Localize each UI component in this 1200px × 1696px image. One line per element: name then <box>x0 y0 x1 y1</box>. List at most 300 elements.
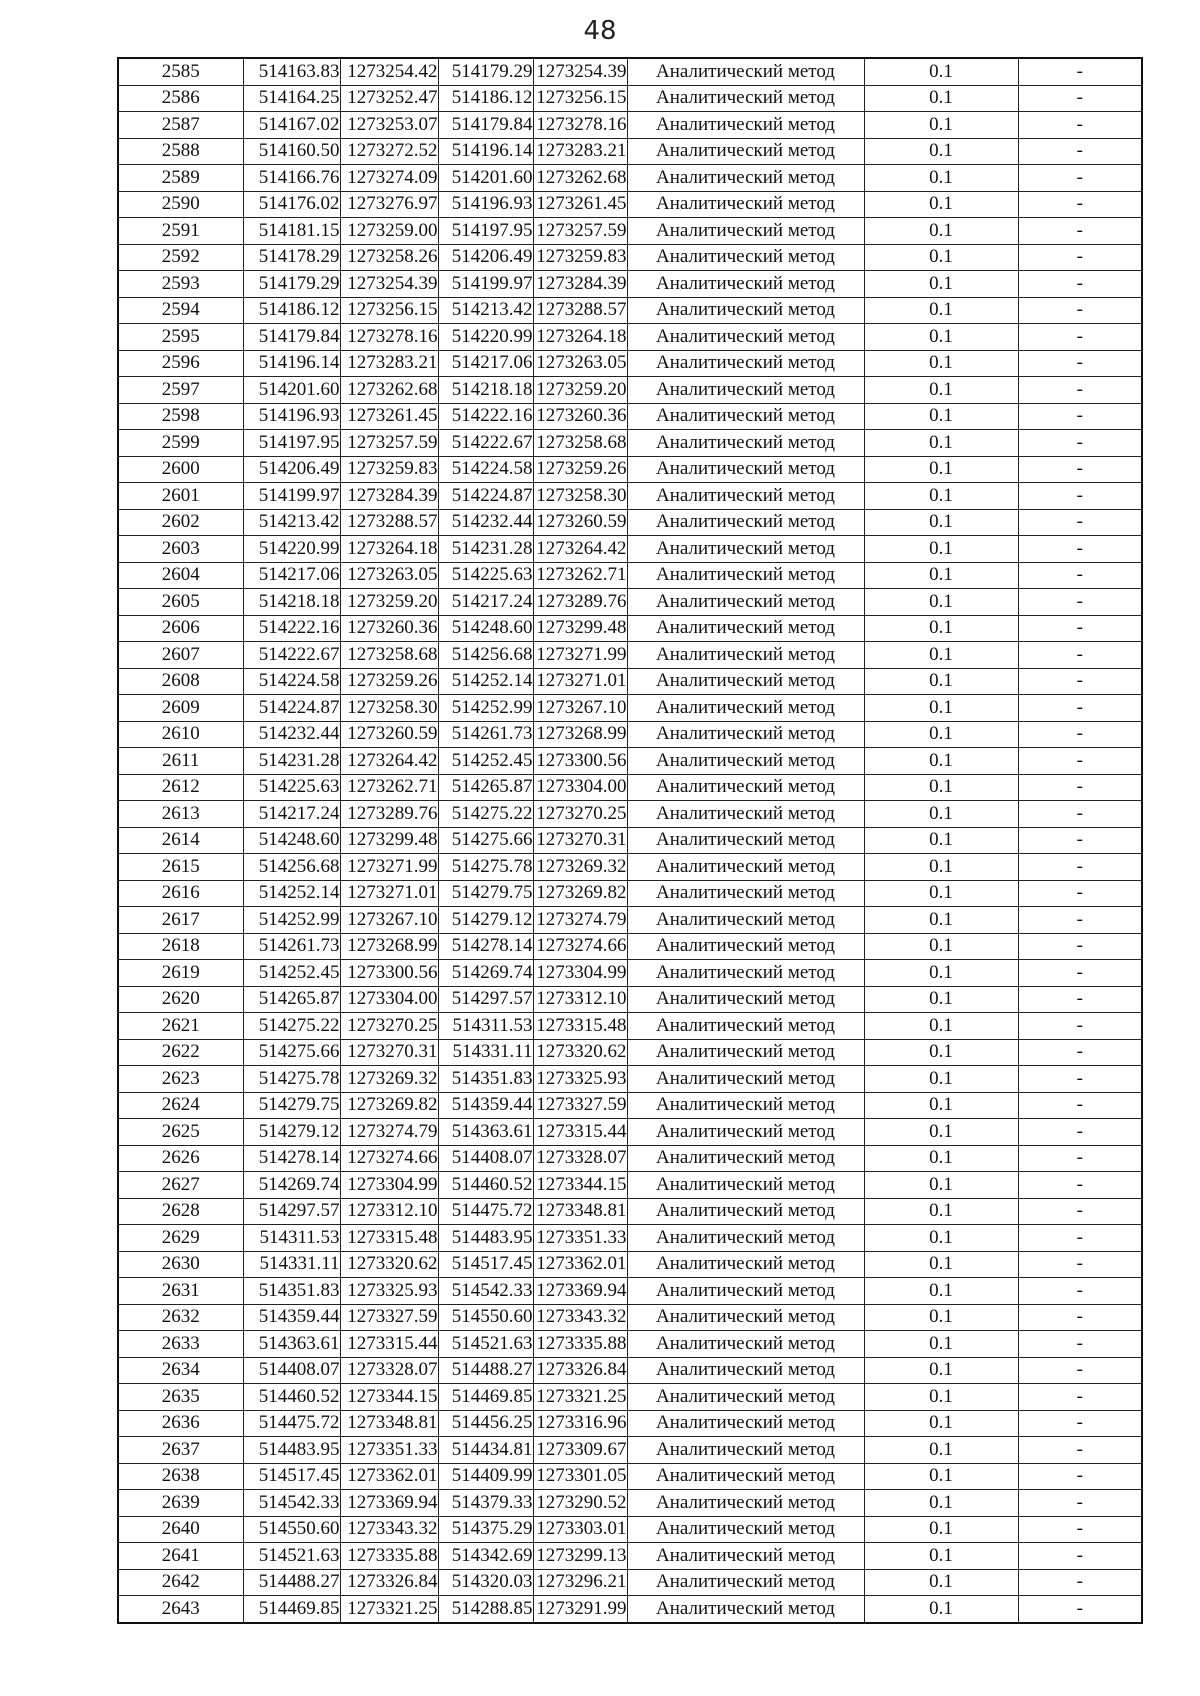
table-row <box>118 960 1142 987</box>
y1-value: 1273315.48 <box>340 1225 438 1252</box>
accuracy-cell: 0.1 <box>864 1596 1018 1623</box>
x1-value: 514550.60 <box>243 1516 340 1543</box>
point-number: 2605 <box>118 589 243 616</box>
point-number: 2604 <box>118 562 243 589</box>
table-row <box>118 1331 1142 1358</box>
x1-value: 514201.60 <box>243 377 340 404</box>
table-row <box>118 1437 1142 1464</box>
y2-value: 1273256.15 <box>533 85 627 112</box>
x2-value: 514224.87 <box>438 483 533 510</box>
accuracy-cell: 0.1 <box>864 1516 1018 1543</box>
y1-value: 1273320.62 <box>340 1251 438 1278</box>
note-cell: - <box>1018 642 1142 669</box>
x2-value: 514275.66 <box>438 827 533 854</box>
method-cell: Аналитический метод <box>627 509 864 536</box>
point-number: 2643 <box>118 1596 243 1623</box>
note-cell: - <box>1018 1251 1142 1278</box>
point-number: 2618 <box>118 933 243 960</box>
y2-value: 1273326.84 <box>533 1357 627 1384</box>
x1-value: 514275.22 <box>243 1013 340 1040</box>
accuracy-cell: 0.1 <box>864 1225 1018 1252</box>
y2-value: 1273315.44 <box>533 1119 627 1146</box>
x1-value: 514186.12 <box>243 297 340 324</box>
accuracy-cell: 0.1 <box>864 1331 1018 1358</box>
x1-value: 514163.83 <box>243 58 340 85</box>
note-cell: - <box>1018 509 1142 536</box>
note-cell: - <box>1018 536 1142 563</box>
y2-value: 1273254.39 <box>533 58 627 85</box>
accuracy-cell: 0.1 <box>864 191 1018 218</box>
point-number: 2586 <box>118 85 243 112</box>
x1-value: 514278.14 <box>243 1145 340 1172</box>
point-number: 2632 <box>118 1304 243 1331</box>
point-number: 2612 <box>118 774 243 801</box>
x1-value: 514252.45 <box>243 960 340 987</box>
method-cell: Аналитический метод <box>627 933 864 960</box>
y1-value: 1273270.25 <box>340 1013 438 1040</box>
table-row <box>118 1039 1142 1066</box>
x2-value: 514261.73 <box>438 721 533 748</box>
note-cell: - <box>1018 562 1142 589</box>
method-cell: Аналитический метод <box>627 191 864 218</box>
note-cell: - <box>1018 1437 1142 1464</box>
y2-value: 1273270.25 <box>533 801 627 828</box>
method-cell: Аналитический метод <box>627 562 864 589</box>
point-number: 2611 <box>118 748 243 775</box>
y1-value: 1273369.94 <box>340 1490 438 1517</box>
y1-value: 1273312.10 <box>340 1198 438 1225</box>
y2-value: 1273315.48 <box>533 1013 627 1040</box>
table-row <box>118 1066 1142 1093</box>
y1-value: 1273335.88 <box>340 1543 438 1570</box>
x2-value: 514224.58 <box>438 456 533 483</box>
table-row <box>118 85 1142 112</box>
y1-value: 1273274.09 <box>340 165 438 192</box>
coordinates-table <box>117 57 1143 1624</box>
method-cell: Аналитический метод <box>627 721 864 748</box>
page-number: 48 <box>583 16 617 46</box>
accuracy-cell: 0.1 <box>864 854 1018 881</box>
y2-value: 1273259.26 <box>533 456 627 483</box>
y2-value: 1273299.13 <box>533 1543 627 1570</box>
method-cell: Аналитический метод <box>627 774 864 801</box>
table-row <box>118 933 1142 960</box>
coordinates-table-body <box>118 58 1142 1623</box>
y2-value: 1273290.52 <box>533 1490 627 1517</box>
note-cell: - <box>1018 827 1142 854</box>
method-cell: Аналитический метод <box>627 244 864 271</box>
note-cell: - <box>1018 218 1142 245</box>
method-cell: Аналитический метод <box>627 1039 864 1066</box>
note-cell: - <box>1018 324 1142 351</box>
note-cell: - <box>1018 880 1142 907</box>
note-cell: - <box>1018 271 1142 298</box>
y1-value: 1273272.52 <box>340 138 438 165</box>
note-cell: - <box>1018 774 1142 801</box>
note-cell: - <box>1018 854 1142 881</box>
point-number: 2641 <box>118 1543 243 1570</box>
table-row <box>118 244 1142 271</box>
note-cell: - <box>1018 1543 1142 1570</box>
table-row <box>118 907 1142 934</box>
accuracy-cell: 0.1 <box>864 668 1018 695</box>
x2-value: 514248.60 <box>438 615 533 642</box>
x2-value: 514311.53 <box>438 1013 533 1040</box>
y1-value: 1273283.21 <box>340 350 438 377</box>
table-row <box>118 509 1142 536</box>
x1-value: 514181.15 <box>243 218 340 245</box>
x1-value: 514351.83 <box>243 1278 340 1305</box>
method-cell: Аналитический метод <box>627 986 864 1013</box>
y1-value: 1273327.59 <box>340 1304 438 1331</box>
accuracy-cell: 0.1 <box>864 1569 1018 1596</box>
y1-value: 1273257.59 <box>340 430 438 457</box>
method-cell: Аналитический метод <box>627 907 864 934</box>
note-cell: - <box>1018 1013 1142 1040</box>
table-row <box>118 562 1142 589</box>
x2-value: 514488.27 <box>438 1357 533 1384</box>
point-number: 2622 <box>118 1039 243 1066</box>
method-cell: Аналитический метод <box>627 615 864 642</box>
y2-value: 1273274.79 <box>533 907 627 934</box>
accuracy-cell: 0.1 <box>864 536 1018 563</box>
table-row <box>118 1119 1142 1146</box>
table-row <box>118 1145 1142 1172</box>
y1-value: 1273289.76 <box>340 801 438 828</box>
y1-value: 1273276.97 <box>340 191 438 218</box>
table-row <box>118 1013 1142 1040</box>
y1-value: 1273328.07 <box>340 1357 438 1384</box>
y1-value: 1273325.93 <box>340 1278 438 1305</box>
y1-value: 1273271.01 <box>340 880 438 907</box>
x1-value: 514160.50 <box>243 138 340 165</box>
point-number: 2630 <box>118 1251 243 1278</box>
point-number: 2595 <box>118 324 243 351</box>
x2-value: 514275.22 <box>438 801 533 828</box>
method-cell: Аналитический метод <box>627 1092 864 1119</box>
table-row <box>118 297 1142 324</box>
y2-value: 1273260.36 <box>533 403 627 430</box>
x2-value: 514434.81 <box>438 1437 533 1464</box>
x2-value: 514197.95 <box>438 218 533 245</box>
x2-value: 514222.16 <box>438 403 533 430</box>
note-cell: - <box>1018 615 1142 642</box>
point-number: 2615 <box>118 854 243 881</box>
accuracy-cell: 0.1 <box>864 403 1018 430</box>
x1-value: 514331.11 <box>243 1251 340 1278</box>
y2-value: 1273327.59 <box>533 1092 627 1119</box>
y1-value: 1273260.59 <box>340 721 438 748</box>
x1-value: 514222.67 <box>243 642 340 669</box>
accuracy-cell: 0.1 <box>864 615 1018 642</box>
method-cell: Аналитический метод <box>627 1384 864 1411</box>
x1-value: 514224.87 <box>243 695 340 722</box>
y1-value: 1273254.42 <box>340 58 438 85</box>
y2-value: 1273284.39 <box>533 271 627 298</box>
point-number: 2606 <box>118 615 243 642</box>
accuracy-cell: 0.1 <box>864 907 1018 934</box>
point-number: 2603 <box>118 536 243 563</box>
x2-value: 514231.28 <box>438 536 533 563</box>
method-cell: Аналитический метод <box>627 377 864 404</box>
table-row <box>118 986 1142 1013</box>
y1-value: 1273259.26 <box>340 668 438 695</box>
y1-value: 1273262.71 <box>340 774 438 801</box>
x1-value: 514164.25 <box>243 85 340 112</box>
x2-value: 514521.63 <box>438 1331 533 1358</box>
accuracy-cell: 0.1 <box>864 642 1018 669</box>
x1-value: 514179.84 <box>243 324 340 351</box>
y2-value: 1273300.56 <box>533 748 627 775</box>
x2-value: 514351.83 <box>438 1066 533 1093</box>
y2-value: 1273296.21 <box>533 1569 627 1596</box>
method-cell: Аналитический метод <box>627 1145 864 1172</box>
table-row <box>118 748 1142 775</box>
x2-value: 514225.63 <box>438 562 533 589</box>
table-row <box>118 615 1142 642</box>
x2-value: 514186.12 <box>438 85 533 112</box>
note-cell: - <box>1018 244 1142 271</box>
y1-value: 1273300.56 <box>340 960 438 987</box>
point-number: 2617 <box>118 907 243 934</box>
y1-value: 1273304.99 <box>340 1172 438 1199</box>
x2-value: 514363.61 <box>438 1119 533 1146</box>
y2-value: 1273316.96 <box>533 1410 627 1437</box>
y2-value: 1273259.83 <box>533 244 627 271</box>
accuracy-cell: 0.1 <box>864 1198 1018 1225</box>
note-cell: - <box>1018 1569 1142 1596</box>
y1-value: 1273288.57 <box>340 509 438 536</box>
note-cell: - <box>1018 430 1142 457</box>
method-cell: Аналитический метод <box>627 748 864 775</box>
note-cell: - <box>1018 191 1142 218</box>
point-number: 2626 <box>118 1145 243 1172</box>
method-cell: Аналитический метод <box>627 1569 864 1596</box>
y2-value: 1273289.76 <box>533 589 627 616</box>
method-cell: Аналитический метод <box>627 1410 864 1437</box>
y2-value: 1273362.01 <box>533 1251 627 1278</box>
accuracy-cell: 0.1 <box>864 1437 1018 1464</box>
table-row <box>118 403 1142 430</box>
y1-value: 1273268.99 <box>340 933 438 960</box>
accuracy-cell: 0.1 <box>864 112 1018 139</box>
x1-value: 514542.33 <box>243 1490 340 1517</box>
point-number: 2600 <box>118 456 243 483</box>
note-cell: - <box>1018 1119 1142 1146</box>
x2-value: 514269.74 <box>438 960 533 987</box>
x1-value: 514218.18 <box>243 589 340 616</box>
table-row <box>118 536 1142 563</box>
method-cell: Аналитический метод <box>627 85 864 112</box>
point-number: 2585 <box>118 58 243 85</box>
x1-value: 514225.63 <box>243 774 340 801</box>
note-cell: - <box>1018 1066 1142 1093</box>
note-cell: - <box>1018 1463 1142 1490</box>
x1-value: 514224.58 <box>243 668 340 695</box>
y1-value: 1273274.66 <box>340 1145 438 1172</box>
method-cell: Аналитический метод <box>627 403 864 430</box>
y2-value: 1273348.81 <box>533 1198 627 1225</box>
table-row <box>118 695 1142 722</box>
accuracy-cell: 0.1 <box>864 1013 1018 1040</box>
table-row <box>118 350 1142 377</box>
y2-value: 1273271.99 <box>533 642 627 669</box>
method-cell: Аналитический метод <box>627 218 864 245</box>
method-cell: Аналитический метод <box>627 1437 864 1464</box>
accuracy-cell: 0.1 <box>864 165 1018 192</box>
x1-value: 514197.95 <box>243 430 340 457</box>
method-cell: Аналитический метод <box>627 1543 864 1570</box>
method-cell: Аналитический метод <box>627 1198 864 1225</box>
point-number: 2624 <box>118 1092 243 1119</box>
table-row <box>118 1596 1142 1623</box>
point-number: 2638 <box>118 1463 243 1490</box>
x2-value: 514517.45 <box>438 1251 533 1278</box>
y1-value: 1273315.44 <box>340 1331 438 1358</box>
point-number: 2588 <box>118 138 243 165</box>
note-cell: - <box>1018 1092 1142 1119</box>
x1-value: 514231.28 <box>243 748 340 775</box>
accuracy-cell: 0.1 <box>864 1357 1018 1384</box>
table-row <box>118 456 1142 483</box>
x2-value: 514342.69 <box>438 1543 533 1570</box>
table-row <box>118 880 1142 907</box>
y1-value: 1273362.01 <box>340 1463 438 1490</box>
table-row <box>118 589 1142 616</box>
table-row <box>118 483 1142 510</box>
x1-value: 514297.57 <box>243 1198 340 1225</box>
y2-value: 1273343.32 <box>533 1304 627 1331</box>
x1-value: 514521.63 <box>243 1543 340 1570</box>
note-cell: - <box>1018 1225 1142 1252</box>
y1-value: 1273267.10 <box>340 907 438 934</box>
x1-value: 514265.87 <box>243 986 340 1013</box>
accuracy-cell: 0.1 <box>864 271 1018 298</box>
point-number: 2640 <box>118 1516 243 1543</box>
x2-value: 514288.85 <box>438 1596 533 1623</box>
x2-value: 514320.03 <box>438 1569 533 1596</box>
x1-value: 514206.49 <box>243 456 340 483</box>
table-row <box>118 138 1142 165</box>
method-cell: Аналитический метод <box>627 801 864 828</box>
table-row <box>118 1569 1142 1596</box>
note-cell: - <box>1018 1145 1142 1172</box>
note-cell: - <box>1018 1039 1142 1066</box>
accuracy-cell: 0.1 <box>864 1304 1018 1331</box>
method-cell: Аналитический метод <box>627 1304 864 1331</box>
y2-value: 1273369.94 <box>533 1278 627 1305</box>
method-cell: Аналитический метод <box>627 324 864 351</box>
point-number: 2593 <box>118 271 243 298</box>
note-cell: - <box>1018 1410 1142 1437</box>
method-cell: Аналитический метод <box>627 589 864 616</box>
accuracy-cell: 0.1 <box>864 960 1018 987</box>
x2-value: 514252.45 <box>438 748 533 775</box>
point-number: 2635 <box>118 1384 243 1411</box>
note-cell: - <box>1018 1304 1142 1331</box>
y2-value: 1273283.21 <box>533 138 627 165</box>
y2-value: 1273328.07 <box>533 1145 627 1172</box>
y1-value: 1273259.00 <box>340 218 438 245</box>
x1-value: 514261.73 <box>243 933 340 960</box>
point-number: 2598 <box>118 403 243 430</box>
point-number: 2594 <box>118 297 243 324</box>
note-cell: - <box>1018 1596 1142 1623</box>
method-cell: Аналитический метод <box>627 483 864 510</box>
x2-value: 514252.99 <box>438 695 533 722</box>
x1-value: 514483.95 <box>243 1437 340 1464</box>
y1-value: 1273351.33 <box>340 1437 438 1464</box>
y1-value: 1273299.48 <box>340 827 438 854</box>
x1-value: 514311.53 <box>243 1225 340 1252</box>
x1-value: 514217.24 <box>243 801 340 828</box>
point-number: 2628 <box>118 1198 243 1225</box>
y2-value: 1273259.20 <box>533 377 627 404</box>
x2-value: 514278.14 <box>438 933 533 960</box>
x2-value: 514201.60 <box>438 165 533 192</box>
table-row <box>118 324 1142 351</box>
method-cell: Аналитический метод <box>627 1463 864 1490</box>
x2-value: 514483.95 <box>438 1225 533 1252</box>
table-row <box>118 668 1142 695</box>
method-cell: Аналитический метод <box>627 960 864 987</box>
y1-value: 1273304.00 <box>340 986 438 1013</box>
x2-value: 514408.07 <box>438 1145 533 1172</box>
x2-value: 514279.75 <box>438 880 533 907</box>
y2-value: 1273344.15 <box>533 1172 627 1199</box>
y1-value: 1273256.15 <box>340 297 438 324</box>
accuracy-cell: 0.1 <box>864 1543 1018 1570</box>
y1-value: 1273278.16 <box>340 324 438 351</box>
point-number: 2636 <box>118 1410 243 1437</box>
method-cell: Аналитический метод <box>627 271 864 298</box>
accuracy-cell: 0.1 <box>864 1066 1018 1093</box>
point-number: 2616 <box>118 880 243 907</box>
point-number: 2608 <box>118 668 243 695</box>
table-row <box>118 1490 1142 1517</box>
note-cell: - <box>1018 1172 1142 1199</box>
x1-value: 514488.27 <box>243 1569 340 1596</box>
point-number: 2602 <box>118 509 243 536</box>
accuracy-cell: 0.1 <box>864 509 1018 536</box>
y2-value: 1273263.05 <box>533 350 627 377</box>
point-number: 2597 <box>118 377 243 404</box>
method-cell: Аналитический метод <box>627 1119 864 1146</box>
x2-value: 514199.97 <box>438 271 533 298</box>
x2-value: 514375.29 <box>438 1516 533 1543</box>
x1-value: 514222.16 <box>243 615 340 642</box>
y1-value: 1273284.39 <box>340 483 438 510</box>
x1-value: 514179.29 <box>243 271 340 298</box>
x2-value: 514409.99 <box>438 1463 533 1490</box>
y1-value: 1273343.32 <box>340 1516 438 1543</box>
note-cell: - <box>1018 350 1142 377</box>
point-number: 2634 <box>118 1357 243 1384</box>
note-cell: - <box>1018 456 1142 483</box>
method-cell: Аналитический метод <box>627 880 864 907</box>
point-number: 2596 <box>118 350 243 377</box>
method-cell: Аналитический метод <box>627 1172 864 1199</box>
y1-value: 1273271.99 <box>340 854 438 881</box>
x2-value: 514379.33 <box>438 1490 533 1517</box>
y1-value: 1273254.39 <box>340 271 438 298</box>
y2-value: 1273335.88 <box>533 1331 627 1358</box>
x2-value: 514232.44 <box>438 509 533 536</box>
y1-value: 1273258.26 <box>340 244 438 271</box>
y2-value: 1273269.32 <box>533 854 627 881</box>
x1-value: 514167.02 <box>243 112 340 139</box>
note-cell: - <box>1018 85 1142 112</box>
